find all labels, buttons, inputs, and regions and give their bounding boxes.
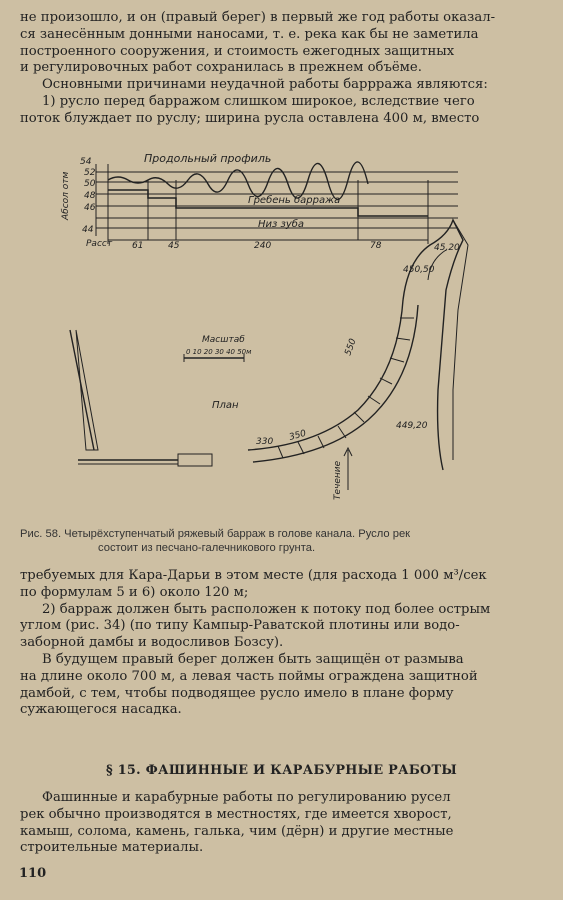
elevation-mark: 550 xyxy=(343,337,359,358)
barrage-drawing xyxy=(58,150,548,520)
paragraph-middle xyxy=(20,568,544,719)
text-line: 2) барраж должен быть расположен к потоку под более острым xyxy=(42,601,491,617)
text-line: рек обычно производятся в местностях, где имеется хворост, xyxy=(20,806,452,822)
elevation-tick: 54 xyxy=(80,157,92,167)
elevation-mark: 45,20 xyxy=(434,243,460,253)
text-line: камыш, солома, камень, галька, чим (дёрн) и другие местные xyxy=(20,823,454,839)
text-line: на длине около 700 м, а левая часть поймы ограждена защитной xyxy=(20,668,478,684)
text-line: дамбой, с тем, чтобы подводящее русло имело в плане форму xyxy=(20,685,454,701)
elevation-tick: 52 xyxy=(84,168,96,178)
elevation-tick: 44 xyxy=(82,225,94,235)
flow-label: Течение xyxy=(333,460,343,500)
elevation-tick: 50 xyxy=(84,179,96,189)
text-line: по формулам 5 и 6) около 120 м; xyxy=(20,584,249,600)
text-line: Основными причинами неудачной работы баррража являются: xyxy=(42,77,488,93)
paragraph-bottom xyxy=(20,790,544,857)
elevation-mark: 330 xyxy=(256,437,274,447)
text-line: построенного сооружения, и стоимость ежегодных защитных xyxy=(20,43,455,59)
distance-label: Расст xyxy=(86,239,113,249)
text-line: В будущем правый берег должен быть защищён от размыва xyxy=(42,651,464,667)
text-line: Фашинные и карабурные работы по регулированию русел xyxy=(42,790,451,805)
distance-value: 45 xyxy=(168,241,180,251)
distance-value: 78 xyxy=(370,241,382,251)
distance-value: 240 xyxy=(254,241,272,251)
text-line: ся занесённым донными наносами, т. е. река как бы не заметила xyxy=(20,26,479,42)
crest-label: Гребень барража xyxy=(248,195,341,206)
elevation-tick: 48 xyxy=(84,191,96,201)
text-line: не произошло, и он (правый берег) в первый же год работы оказал- xyxy=(20,10,496,25)
text-line: заборной дамбы и водосливов Бозсу). xyxy=(20,635,284,651)
profile-title: Продольный профиль xyxy=(144,152,272,165)
paragraph-top xyxy=(20,10,544,128)
elevation-axis-label: Абсол отм xyxy=(61,171,71,220)
elevation-mark: 350 xyxy=(288,428,308,443)
plan-label: План xyxy=(212,400,239,411)
figure-caption xyxy=(20,527,544,555)
toe-label: Низ зуба xyxy=(258,219,305,230)
elevation-mark: 449,20 xyxy=(396,421,428,431)
distance-value: 61 xyxy=(132,241,144,251)
caption-line: состоит из песчано-галечникового грунта. xyxy=(98,542,316,554)
figure-58 xyxy=(58,150,548,520)
caption-line: Рис. 58. Четырёхступенчатый ряжевый барраж в голове канала. Русло рек xyxy=(20,528,411,540)
elevation-mark: 450,50 xyxy=(403,265,435,275)
section-heading: § 15. ФАШИННЫЕ И КАРАБУРНЫЕ РАБОТЫ xyxy=(105,763,458,778)
text-line: сужающегося насадка. xyxy=(20,702,182,718)
text-line: углом (рис. 34) (по типу Кампыр-Раватской плотины или водо- xyxy=(20,618,460,634)
text-line: строительные материалы. xyxy=(20,840,204,856)
page-number: 110 xyxy=(19,866,47,881)
text-line: и регулировочных работ сохранилась в прежнем объёме. xyxy=(20,60,422,76)
elevation-tick: 46 xyxy=(84,203,96,213)
scale-label: Масштаб xyxy=(202,335,245,345)
text-line: требуемых для Кара-Дарьи в этом месте (для расхода 1 000 м³/сек xyxy=(20,568,487,583)
scale-values: 0 10 20 30 40 50м xyxy=(186,348,252,356)
text-line: 1) русло перед барражом слишком широкое, вследствие чего xyxy=(42,93,475,109)
text-line: поток блуждает по руслу; ширина русла оставлена 400 м, вместо xyxy=(20,110,480,126)
